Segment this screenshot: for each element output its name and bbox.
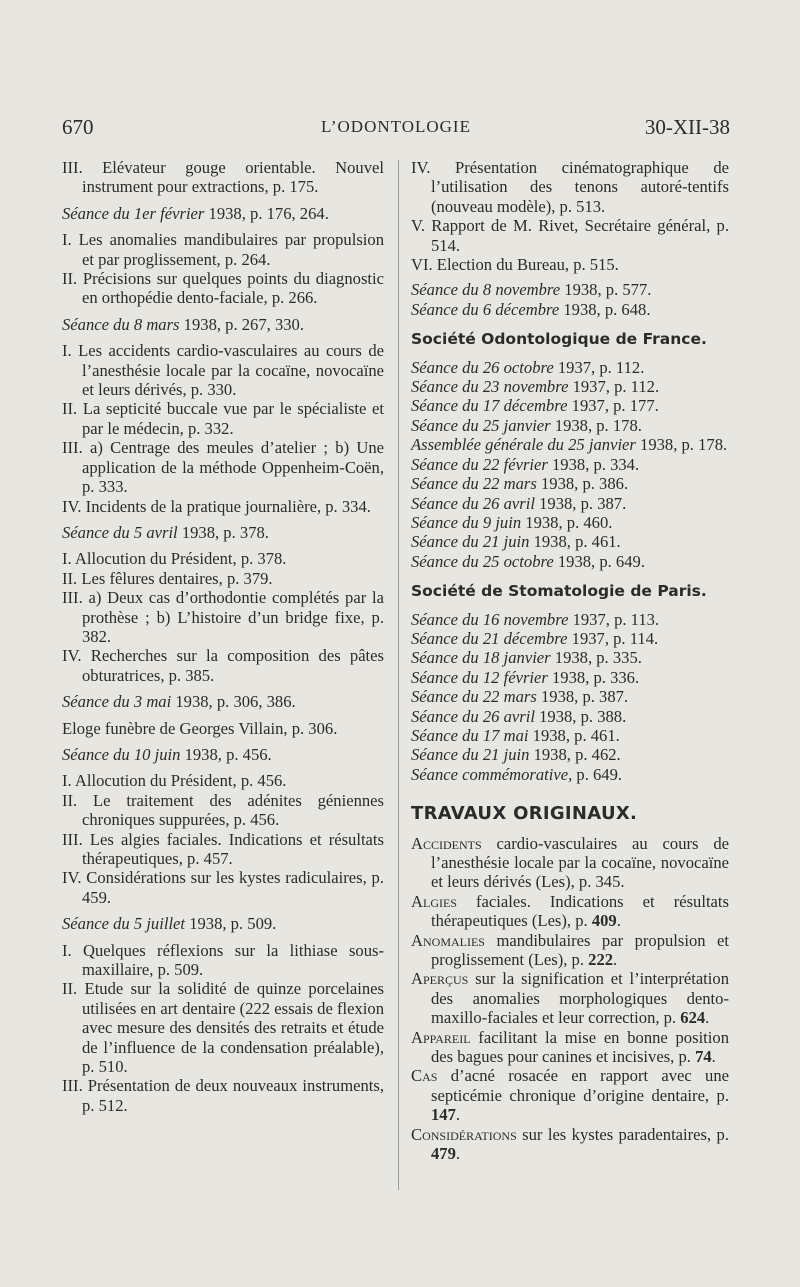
seance-date: Séance du 12 février: [411, 667, 548, 687]
original-work-entry: [411, 931, 729, 970]
seance-date: Séance du 1er février: [62, 203, 205, 223]
entry-page: 74: [695, 1047, 712, 1067]
index-entry: V. Rapport de M. Rivet, Secrétaire général, p. 514.: [411, 216, 729, 255]
seance-pages: 1938, p. 176, 264.: [204, 203, 329, 223]
seance-date: Séance du 5 avril: [62, 522, 178, 542]
index-entry: II. Les fêlures dentaires, p. 379.: [62, 568, 273, 588]
index-entry: III. Elévateur gouge orientable. Nouvel instrument pour extractions, p. 175.: [62, 158, 384, 197]
seance-pages: 1938, p. 334.: [547, 454, 640, 474]
index-entry: II. Le traitement des adénites géniennes chroniques suppurées, p. 456.: [62, 790, 384, 830]
seance-heading: [62, 315, 384, 334]
seance-date: Séance du 16 novembre: [411, 609, 569, 629]
seance-pages: 1938, p. 387.: [534, 493, 627, 513]
seance-pages: 1938, p. 460.: [521, 512, 613, 532]
seance-pages: 1937, p. 114.: [567, 628, 659, 648]
seance-date: Séance du 17 décembre: [411, 396, 568, 416]
seance-pages: 1937, p. 112.: [568, 377, 660, 397]
index-entry: IV. Recherches sur la composition des pâtes obturatrices, p. 385.: [62, 646, 384, 685]
running-title: L’ODONTOLOGIE: [321, 117, 471, 136]
seance-date: Séance du 25 janvier: [411, 415, 551, 435]
seance-date: Séance du 9 juin: [411, 512, 522, 532]
seance-entry: [411, 765, 729, 784]
seance-entry: [411, 707, 729, 726]
entry-keyword: Aperçus: [411, 969, 469, 989]
seance-date: Séance du 26 avril: [411, 706, 535, 726]
index-entry: II. La septicité buccale vue par le spécialiste et par le médecin, p. 332.: [62, 399, 384, 438]
index-entry: I. Les anomalies mandibulaires par propulsion et par proglissement, p. 264.: [62, 230, 384, 269]
index-entry: III. Les algies faciales. Indications et résultats thérapeutiques, p. 457.: [62, 829, 384, 868]
seance-date: Séance du 26 octobre: [411, 357, 554, 377]
seance-entry: [411, 474, 729, 493]
original-work-entry: [411, 1028, 729, 1067]
entry-text: facilitant la mise en bonne position des bagues pour canines et incisives, p.: [431, 1027, 729, 1067]
seance-entry: [411, 396, 729, 415]
entry-keyword: Cas: [411, 1066, 438, 1086]
seance-pages: 1938, p. 509.: [185, 914, 277, 934]
section-title-stomatologie: Société de Stomatologie de Paris.: [411, 582, 707, 601]
entry-end: .: [613, 950, 618, 970]
seance-pages: 1938, p. 267, 330.: [179, 314, 304, 334]
seance-pages: 1937, p. 177.: [567, 396, 659, 416]
seance-date: Assemblée générale du 25 janvier: [411, 435, 636, 455]
seance-pages: 1938, p. 456.: [180, 744, 272, 764]
seance-date: Séance du 21 juin: [411, 745, 530, 765]
entry-text: sur la signification et l’interprétation des anomalies morphologiques dento-maxillo-faciales et leur correction, p.: [431, 969, 729, 1028]
section-title-odontologique: Société Odontologique de France.: [411, 330, 707, 349]
original-work-entry: [411, 1125, 729, 1164]
seance-entry: [411, 300, 729, 319]
seance-pages: p. 649.: [572, 764, 623, 784]
seance-entry: [411, 358, 729, 377]
seance-date: Séance du 26 avril: [411, 493, 535, 513]
left-column: [62, 158, 384, 1115]
index-entry: II. Etude sur la solidité de quinze porcelaines utilisées en art dentaire (222 essais de flexion avec mesure des densités des retraits et étude de l’influence de la condensation préalable), p. 510.: [62, 979, 384, 1077]
seance-entry: [411, 377, 729, 396]
seance-date: Séance du 6 décembre: [411, 299, 560, 319]
page-number: 670: [62, 115, 94, 139]
seance-pages: 1938, p. 462.: [529, 745, 621, 765]
index-entry: III. a) Centrage des meules d’atelier ; b) Une application de la méthode Oppenheim-Coën, p. 333.: [62, 438, 384, 497]
seance-entry: [411, 668, 729, 687]
index-entry: II. Précisions sur quelques points du diagnostic en orthopédie dento-faciale, p. 266.: [62, 269, 384, 308]
seance-pages: 1938, p. 461.: [528, 725, 620, 745]
seance-date: Séance du 25 octobre: [411, 551, 554, 571]
entry-text: mandibulaires par propulsion et proglissement (Les), p.: [431, 930, 729, 970]
entry-end: .: [455, 1144, 461, 1164]
seance-entry: [411, 629, 729, 648]
seance-heading: [62, 745, 384, 764]
section-title-travaux-originaux: TRAVAUX ORIGINAUX.: [411, 803, 638, 825]
seance-heading: [62, 692, 384, 711]
seance-entry: [411, 648, 729, 667]
index-entry: IV. Présentation cinématographique de l’utilisation des tenons autoré-tentifs (nouveau modèle), p. 513.: [411, 158, 729, 216]
right-column: [411, 158, 729, 1164]
seance-date: Séance du 21 juin: [411, 532, 530, 552]
seance-entry: [411, 532, 729, 551]
entry-text: cardio-vasculaires au cours de l’anesthésie locale par la cocaïne, novocaïne et leurs dérivés (Les), p. 345.: [431, 833, 729, 892]
seance-pages: 1938, p. 387.: [536, 687, 629, 707]
entry-keyword: Anomalies: [411, 930, 485, 950]
seance-date: Séance du 3 mai: [62, 692, 172, 712]
entry-end: .: [711, 1047, 716, 1067]
index-entry: III. Présentation de deux nouveaux instruments, p. 512.: [62, 1076, 384, 1115]
entry-page: 624: [680, 1008, 706, 1028]
seance-date: Séance du 21 décembre: [411, 628, 568, 648]
index-entry: Eloge funèbre de Georges Villain, p. 306.: [62, 718, 338, 738]
entry-page: 222: [588, 950, 614, 970]
entry-page: 479: [431, 1144, 456, 1164]
entry-page: 147: [431, 1105, 456, 1125]
index-entry: I. Allocution du Président, p. 378.: [62, 549, 287, 569]
index-entry: VI. Election du Bureau, p. 515.: [411, 255, 619, 275]
seance-pages: 1937, p. 112.: [553, 357, 645, 377]
column-divider: [398, 160, 399, 1190]
seance-date: Séance commémorative,: [411, 764, 573, 784]
entry-end: .: [705, 1008, 710, 1028]
seance-date: Séance du 22 mars: [411, 474, 537, 494]
seance-pages: 1938, p. 386.: [536, 474, 629, 494]
original-work-entry: [411, 834, 729, 892]
seance-entry: [411, 552, 729, 571]
seance-pages: 1938, p. 378.: [177, 522, 269, 542]
entry-page: 409: [591, 911, 617, 931]
seance-entry: [411, 745, 729, 764]
original-work-entry: [411, 892, 729, 931]
seance-pages: 1938, p. 178.: [550, 415, 642, 435]
seance-date: Séance du 8 novembre: [411, 280, 561, 300]
seance-entry: [411, 726, 729, 745]
seance-pages: 1938, p. 178.: [635, 435, 728, 455]
seance-pages: 1938, p. 577.: [560, 280, 652, 300]
index-entry: IV. Incidents de la pratique journalière, p. 334.: [62, 496, 371, 516]
seance-pages: 1938, p. 649.: [553, 551, 645, 571]
seance-entry: [411, 513, 729, 532]
seance-entry: [411, 687, 729, 706]
entry-text: d’acné rosacée en rapport avec une septicémie chronique d’origine dentaire, p.: [431, 1066, 729, 1105]
seance-date: Séance du 17 mai: [411, 725, 529, 745]
seance-heading: [62, 914, 384, 933]
seance-pages: 1938, p. 648.: [559, 299, 651, 319]
entry-keyword: Algies: [411, 891, 457, 911]
seance-heading: [62, 204, 384, 223]
seance-entry: [411, 280, 729, 299]
seance-pages: 1938, p. 388.: [534, 706, 627, 726]
seance-pages: 1938, p. 306, 386.: [171, 692, 296, 712]
entry-keyword: Appareil: [411, 1027, 471, 1047]
seance-pages: 1938, p. 336.: [547, 667, 640, 687]
original-work-entry: [411, 1066, 729, 1124]
index-entry: IV. Considérations sur les kystes radiculaires, p. 459.: [62, 868, 384, 907]
seance-date: Séance du 8 mars: [62, 314, 180, 334]
issue-date: 30-XII-38: [644, 115, 730, 139]
entry-end: .: [455, 1105, 461, 1125]
seance-entry: [411, 455, 729, 474]
seance-date: Séance du 5 juillet: [62, 914, 186, 934]
seance-heading: [62, 523, 384, 542]
index-entry: I. Les accidents cardio-vasculaires au cours de l’anesthésie locale par la cocaïne, novocaïne et leurs dérivés, p. 330.: [62, 341, 384, 400]
entry-end: .: [616, 911, 621, 931]
original-work-entry: [411, 969, 729, 1027]
seance-entry: [411, 416, 729, 435]
index-entry: I. Allocution du Président, p. 456.: [62, 771, 287, 791]
seance-pages: 1938, p. 335.: [550, 648, 642, 668]
seance-date: Séance du 18 janvier: [411, 648, 551, 668]
seance-date: Séance du 22 février: [411, 454, 548, 474]
entry-keyword: Accidents: [411, 833, 482, 853]
index-entry: I. Quelques réflexions sur la lithiase sous-maxillaire, p. 509.: [62, 940, 384, 980]
seance-date: Séance du 22 mars: [411, 687, 537, 707]
entry-keyword: Considérations: [411, 1124, 517, 1144]
seance-entry: [411, 610, 729, 629]
seance-date: Séance du 10 juin: [62, 744, 181, 764]
seance-entry: [411, 494, 729, 513]
running-header: [62, 115, 730, 145]
entry-text: faciales. Indications et résultats thérapeutiques (Les), p.: [431, 891, 729, 931]
index-entry: III. a) Deux cas d’orthodontie complétés par la prothèse ; b) L’histoire d’un bridge fixe, p. 382.: [62, 588, 384, 646]
seance-entry: [411, 435, 729, 454]
entry-text: sur les kystes paradentaires, p.: [516, 1124, 729, 1144]
seance-pages: 1937, p. 113.: [568, 609, 660, 629]
seance-pages: 1938, p. 461.: [529, 532, 621, 552]
seance-date: Séance du 23 novembre: [411, 377, 569, 397]
